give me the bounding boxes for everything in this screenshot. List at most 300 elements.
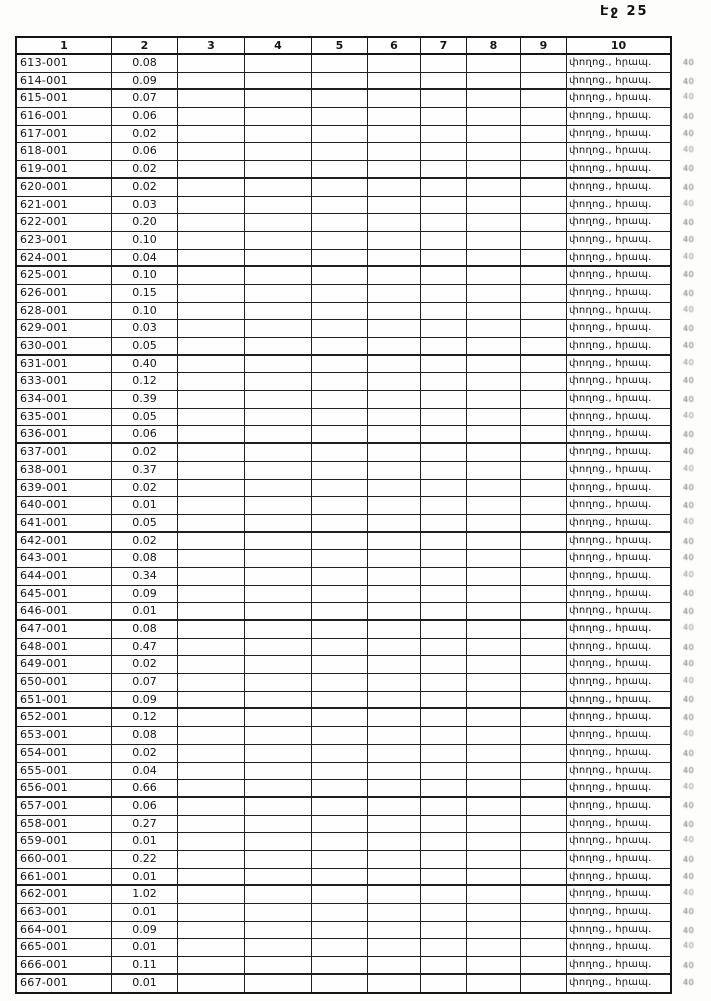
empty-cell (467, 621, 521, 638)
row-id-cell: 628-001 (17, 303, 112, 320)
empty-cell (421, 214, 467, 231)
row-id-cell: 657-001 (17, 798, 112, 815)
margin-mark: 40 (683, 58, 695, 67)
empty-cell (368, 533, 421, 550)
empty-cell (178, 586, 245, 603)
table-row (17, 851, 695, 869)
note-cell: փողոց., հրապ. (569, 923, 652, 935)
note-cell: փողոց., հրապ. (569, 127, 652, 139)
empty-cell (467, 285, 521, 302)
table-row (17, 833, 695, 851)
empty-cell (368, 709, 421, 726)
empty-cell (421, 285, 467, 302)
note-cell: փողոց., հրապ. (569, 145, 652, 157)
empty-cell (245, 250, 312, 266)
empty-cell (178, 515, 245, 531)
margin-mark: 40 (682, 145, 695, 155)
table-row (17, 603, 695, 621)
row-id-cell: 642-001 (17, 533, 112, 550)
table-row (17, 303, 695, 321)
row-id-cell: 652-001 (17, 709, 112, 726)
empty-cell (521, 550, 567, 567)
value-cell: 0.01 (112, 975, 178, 993)
empty-cell (178, 603, 245, 619)
empty-cell (421, 320, 467, 337)
empty-cell (312, 497, 368, 514)
value-cell: 0.06 (112, 798, 178, 815)
empty-cell (368, 480, 421, 497)
empty-cell (178, 250, 245, 266)
value-cell: 0.11 (112, 957, 178, 973)
note-cell: փողոց., հրապ. (569, 375, 652, 387)
empty-cell (245, 285, 312, 302)
empty-cell (521, 780, 567, 796)
empty-cell (245, 709, 312, 726)
empty-cell (467, 816, 521, 833)
empty-cell (312, 126, 368, 143)
empty-cell (368, 727, 421, 744)
empty-cell (421, 975, 467, 993)
margin-mark: 40 (683, 128, 695, 138)
empty-cell (467, 161, 521, 177)
value-cell: 0.02 (112, 656, 178, 673)
value-cell: 0.06 (112, 426, 178, 442)
empty-cell (178, 727, 245, 744)
empty-cell (421, 161, 467, 177)
empty-cell (368, 515, 421, 531)
margin-mark: 40 (682, 430, 695, 440)
empty-cell (421, 763, 467, 780)
empty-cell (368, 462, 421, 479)
value-cell: 0.08 (112, 727, 178, 744)
empty-cell (245, 745, 312, 762)
margin-mark: 40 (682, 324, 695, 334)
empty-cell (467, 957, 521, 973)
empty-cell (368, 356, 421, 373)
empty-cell (521, 656, 567, 673)
empty-cell (521, 692, 567, 708)
empty-cell (368, 833, 421, 850)
table-row (17, 356, 695, 374)
note-cell: փողոց., հրապ. (569, 92, 652, 104)
empty-cell (245, 904, 312, 921)
empty-cell (521, 426, 567, 442)
empty-cell (245, 197, 312, 214)
value-cell: 0.08 (112, 550, 178, 567)
empty-cell (521, 674, 567, 691)
empty-cell (467, 727, 521, 744)
empty-cell (368, 426, 421, 442)
header-row (17, 38, 670, 55)
margin-mark: 40 (683, 694, 695, 704)
margin-mark: 40 (682, 516, 695, 527)
empty-cell (312, 586, 368, 603)
note-cell: փողոց., հրապ. (569, 906, 652, 917)
row-id-cell: 630-001 (17, 338, 112, 354)
table-row (17, 692, 695, 710)
empty-cell (368, 939, 421, 956)
row-id-cell: 661-001 (17, 869, 112, 885)
empty-cell (245, 214, 312, 231)
empty-cell (178, 533, 245, 550)
note-cell: փողոց., հրապ. (569, 463, 652, 475)
empty-cell (368, 391, 421, 408)
empty-cell (467, 480, 521, 497)
note-cell: փողոց., հրապ. (569, 852, 652, 864)
empty-cell (421, 639, 467, 656)
margin-mark: 40 (682, 675, 695, 686)
empty-cell (467, 426, 521, 442)
row-id-cell: 616-001 (17, 108, 112, 125)
empty-cell (421, 798, 467, 815)
row-id-cell: 651-001 (17, 692, 112, 708)
note-cell: փողոց., հրապ. (569, 870, 652, 882)
margin-mark: 40 (683, 234, 695, 244)
data-table (15, 36, 695, 994)
empty-cell (312, 833, 368, 850)
margin-mark: 40 (682, 463, 695, 474)
margin-mark: 40 (682, 76, 695, 86)
empty-cell (312, 674, 368, 691)
note-cell: փողոց., հրապ. (569, 623, 652, 634)
empty-cell (178, 143, 245, 160)
empty-cell (245, 126, 312, 143)
empty-cell (245, 338, 312, 354)
value-cell: 0.02 (112, 126, 178, 143)
empty-cell (421, 108, 467, 125)
note-cell: փողոց., հրապ. (569, 428, 652, 440)
empty-cell (467, 550, 521, 567)
value-cell: 0.05 (112, 409, 178, 426)
note-cell: փողոց., հրապ. (569, 835, 652, 847)
empty-cell (245, 922, 312, 939)
empty-cell (245, 303, 312, 320)
row-id-cell: 631-001 (17, 356, 112, 373)
table-row (17, 444, 695, 462)
note-cell: փողոց., հրապ. (569, 446, 652, 458)
empty-cell (368, 904, 421, 921)
row-id-cell: 614-001 (17, 73, 112, 89)
empty-cell (312, 550, 368, 567)
empty-cell (312, 480, 368, 497)
empty-cell (421, 480, 467, 497)
note-cell: փողոց., հրապ. (569, 57, 652, 68)
value-cell: 0.02 (112, 745, 178, 762)
table-row (17, 975, 695, 993)
header-cell: 6 (368, 38, 421, 53)
empty-cell (467, 444, 521, 461)
empty-cell (521, 161, 567, 177)
empty-cell (178, 833, 245, 850)
empty-cell (368, 886, 421, 903)
empty-cell (312, 656, 368, 673)
empty-cell (467, 886, 521, 903)
empty-cell (421, 55, 467, 72)
empty-cell (467, 833, 521, 850)
value-cell: 0.01 (112, 904, 178, 921)
empty-cell (178, 550, 245, 567)
table-row (17, 886, 695, 904)
empty-cell (421, 90, 467, 107)
empty-cell (312, 763, 368, 780)
empty-cell (245, 692, 312, 708)
row-id-cell: 638-001 (17, 462, 112, 479)
empty-cell (421, 603, 467, 619)
empty-cell (245, 833, 312, 850)
empty-cell (178, 497, 245, 514)
table-row (17, 621, 695, 639)
empty-cell (178, 338, 245, 354)
empty-cell (421, 303, 467, 320)
value-cell: 0.06 (112, 143, 178, 160)
empty-cell (368, 143, 421, 160)
empty-cell (368, 568, 421, 585)
empty-cell (467, 639, 521, 656)
empty-cell (467, 197, 521, 214)
empty-cell (467, 126, 521, 143)
empty-cell (368, 816, 421, 833)
row-id-cell: 666-001 (17, 957, 112, 973)
empty-cell (368, 409, 421, 426)
row-id-cell: 667-001 (17, 975, 112, 993)
row-id-cell: 636-001 (17, 426, 112, 442)
margin-mark: 40 (682, 304, 695, 314)
empty-cell (368, 55, 421, 72)
empty-cell (368, 957, 421, 973)
empty-cell (245, 586, 312, 603)
table-row (17, 780, 695, 798)
empty-cell (521, 763, 567, 780)
value-cell: 0.12 (112, 709, 178, 726)
table-row (17, 957, 695, 975)
empty-cell (245, 55, 312, 72)
empty-cell (245, 621, 312, 638)
note-cell: փողոց., հրապ. (569, 746, 652, 758)
value-cell: 0.37 (112, 462, 178, 479)
value-cell: 0.22 (112, 851, 178, 868)
table-row (17, 550, 695, 568)
empty-cell (312, 250, 368, 266)
table-row (17, 497, 695, 515)
row-id-cell: 619-001 (17, 161, 112, 177)
note-cell: փողոց., հրապ. (569, 499, 652, 511)
empty-cell (178, 391, 245, 408)
empty-cell (521, 338, 567, 354)
empty-cell (312, 426, 368, 442)
empty-cell (368, 674, 421, 691)
empty-cell (521, 356, 567, 373)
margin-mark: 40 (682, 960, 695, 971)
empty-cell (521, 391, 567, 408)
empty-cell (245, 533, 312, 550)
margin-mark: 40 (682, 622, 695, 633)
empty-cell (312, 143, 368, 160)
row-id-cell: 656-001 (17, 780, 112, 796)
margin-mark: 40 (682, 410, 695, 420)
table-row (17, 161, 695, 179)
empty-cell (368, 373, 421, 390)
empty-cell (245, 550, 312, 567)
row-id-cell: 643-001 (17, 550, 112, 567)
note-cell: փողոց., հրապ. (569, 729, 652, 741)
empty-cell (368, 126, 421, 143)
empty-cell (312, 904, 368, 921)
margin-mark: 40 (683, 800, 695, 810)
empty-cell (467, 692, 521, 708)
empty-cell (421, 586, 467, 603)
empty-cell (312, 444, 368, 461)
header-cell: 4 (245, 38, 312, 53)
empty-cell (521, 480, 567, 497)
empty-cell (421, 568, 467, 585)
empty-cell (178, 780, 245, 796)
value-cell: 0.47 (112, 639, 178, 656)
margin-mark: 40 (683, 659, 695, 669)
empty-cell (245, 869, 312, 885)
empty-cell (312, 55, 368, 72)
empty-cell (245, 90, 312, 107)
empty-cell (521, 939, 567, 956)
empty-cell (178, 568, 245, 585)
empty-cell (312, 161, 368, 177)
margin-mark: 40 (683, 270, 695, 280)
empty-cell (368, 851, 421, 868)
value-cell: 0.09 (112, 73, 178, 89)
empty-cell (368, 338, 421, 354)
empty-cell (368, 798, 421, 815)
value-cell: 0.05 (112, 515, 178, 531)
note-cell: փողոց., հրապ. (569, 959, 652, 971)
note-cell: փողոց., հրապ. (569, 711, 652, 723)
empty-cell (368, 267, 421, 284)
margin-mark: 40 (682, 819, 695, 829)
empty-cell (178, 179, 245, 196)
note-cell: փողոց., հրապ. (569, 888, 652, 900)
empty-cell (467, 674, 521, 691)
table-row (17, 55, 695, 73)
empty-cell (368, 90, 421, 107)
empty-cell (178, 232, 245, 249)
empty-cell (421, 816, 467, 833)
row-id-cell: 647-001 (17, 621, 112, 638)
empty-cell (245, 179, 312, 196)
empty-cell (245, 515, 312, 531)
empty-cell (312, 957, 368, 973)
table-row (17, 674, 695, 692)
empty-cell (421, 232, 467, 249)
empty-cell (245, 656, 312, 673)
empty-cell (521, 533, 567, 550)
empty-cell (521, 833, 567, 850)
empty-cell (467, 922, 521, 939)
note-cell: փողոց., հրապ. (569, 782, 652, 794)
empty-cell (421, 533, 467, 550)
empty-cell (521, 303, 567, 320)
row-id-cell: 645-001 (17, 586, 112, 603)
empty-cell (368, 303, 421, 320)
empty-cell (368, 763, 421, 780)
note-cell: փողոց., հրապ. (569, 976, 652, 988)
row-id-cell: 644-001 (17, 568, 112, 585)
empty-cell (421, 462, 467, 479)
empty-cell (245, 975, 312, 993)
empty-cell (467, 303, 521, 320)
row-id-cell: 617-001 (17, 126, 112, 143)
empty-cell (245, 816, 312, 833)
empty-cell (368, 550, 421, 567)
row-id-cell: 648-001 (17, 639, 112, 656)
margin-mark: 40 (682, 607, 695, 617)
empty-cell (521, 886, 567, 903)
row-id-cell: 621-001 (17, 197, 112, 214)
table-row (17, 939, 695, 957)
table-row (17, 214, 695, 232)
table-row (17, 709, 695, 727)
empty-cell (178, 904, 245, 921)
empty-cell (312, 391, 368, 408)
margin-mark: 40 (683, 553, 695, 563)
header-cell: 2 (112, 38, 178, 53)
note-cell: փողոց., հրապ. (569, 269, 652, 281)
empty-cell (467, 179, 521, 196)
empty-cell (245, 373, 312, 390)
empty-cell (421, 550, 467, 567)
table-row (17, 533, 695, 551)
empty-cell (312, 338, 368, 354)
table-row (17, 798, 695, 816)
empty-cell (368, 975, 421, 993)
table-row (17, 745, 695, 763)
empty-cell (467, 356, 521, 373)
empty-cell (467, 798, 521, 815)
empty-cell (421, 197, 467, 214)
empty-cell (421, 709, 467, 726)
empty-cell (521, 515, 567, 531)
table-row (17, 197, 695, 215)
empty-cell (312, 515, 368, 531)
header-cell: 7 (421, 38, 467, 53)
empty-cell (312, 727, 368, 744)
empty-cell (368, 745, 421, 762)
empty-cell (368, 780, 421, 796)
empty-cell (521, 639, 567, 656)
empty-cell (245, 426, 312, 442)
margin-mark: 40 (682, 500, 695, 511)
empty-cell (178, 922, 245, 939)
note-cell: փողոց., հրապ. (569, 534, 652, 546)
note-cell: փողոց., հրապ. (569, 799, 652, 811)
empty-cell (421, 851, 467, 868)
value-cell: 0.27 (112, 816, 178, 833)
margin-mark: 40 (682, 713, 695, 723)
empty-cell (178, 285, 245, 302)
header-cell: 10 (610, 39, 627, 52)
table-row (17, 426, 695, 444)
table-row (17, 763, 695, 781)
empty-cell (178, 621, 245, 638)
empty-cell (521, 745, 567, 762)
value-cell: 0.07 (112, 674, 178, 691)
empty-cell (467, 975, 521, 993)
row-id-cell: 664-001 (17, 922, 112, 939)
row-id-cell: 662-001 (17, 886, 112, 903)
empty-cell (245, 356, 312, 373)
row-id-cell: 665-001 (17, 939, 112, 956)
empty-cell (521, 462, 567, 479)
empty-cell (467, 232, 521, 249)
empty-cell (178, 674, 245, 691)
empty-cell (312, 939, 368, 956)
